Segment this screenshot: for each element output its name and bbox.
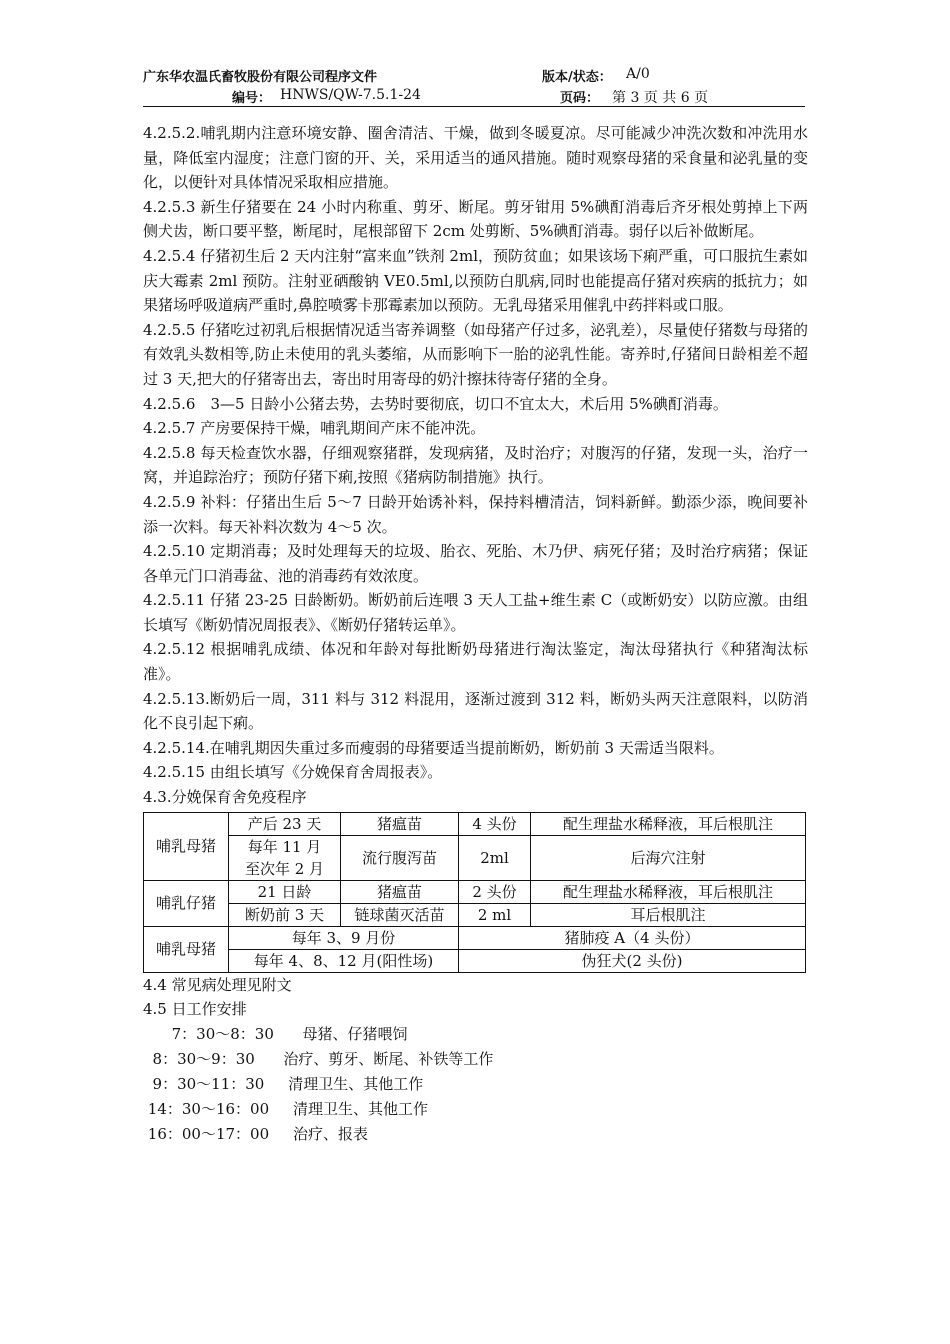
schedule-time: 14：30～16：00 (147, 1099, 270, 1118)
section-heading: 4.3.分娩保育舍免疫程序 (143, 788, 307, 807)
document-header (0, 0, 950, 110)
table-cell: 配生理盐水稀释液，耳后根肌注 (531, 812, 806, 835)
table-cell: 后海穴注射 (531, 835, 806, 880)
table-cell: 2ml (459, 835, 531, 880)
version-value: A/0 (626, 66, 650, 82)
schedule-time: 7：30～8：30 (171, 1024, 274, 1043)
schedule-time: 8：30～9：30 (152, 1049, 255, 1068)
paragraph: 4.2.5.5 仔猪吃过初乳后根据情况适当寄养调整（如母猪产仔过多，泌乳差），尽量使仔猪数与母猪的有效乳头数相等,防止未使用的乳头萎缩，从而影响下一胎的泌乳性能。寄养时,仔猪间日龄相差不超过 3 天,把大的仔猪寄出去，寄出时用寄母的奶汁擦抹待寄仔猪的全身。 (143, 320, 808, 388)
company-name: 广东华农温氏畜牧股份有限公司程序文件 (143, 70, 378, 85)
paragraph: 4.2.5.3 新生仔猪要在 24 小时内称重、剪牙、断尾。剪牙钳用 5%碘酊消毒后齐牙根处剪掉上下两侧犬齿，断口要平整，断尾时，尾根部留下 2cm 处剪断、5%碘酊消毒。弱仔以后补做断尾。 (143, 197, 808, 241)
table-cell: 猪瘟苗 (341, 880, 459, 903)
schedule-item (143, 1022, 808, 1047)
table-cell: 4 头份 (459, 812, 531, 835)
table-cell: 2 ml (459, 903, 531, 926)
section-heading: 4.4 常见病处理见附文 (143, 975, 292, 994)
header-rule (143, 106, 805, 107)
table-cell: 猪肺疫 A（4 头份） (459, 926, 806, 949)
paragraph: 4.2.5.4 仔猪初生后 2 天内注射“富来血”铁剂 2ml，预防贫血；如果该场下痢严重，可口服抗生素如庆大霉素 2ml 预防。注射亚硒酸钠 VE0.5ml,以预防白肌病,同时也能提高仔猪对疾病的抵抗力；如果猪场呼吸道病严重时,鼻腔喷雾卡那霉素加以预防。无乳母猪采用催乳中药拌料或口服。 (143, 246, 808, 315)
schedule-item (143, 1122, 808, 1147)
paragraph: 4.2.5.14.在哺乳期因失重过多而瘦弱的母猪要适当提前断奶，断奶前 3 天需适当限料。 (143, 738, 724, 757)
code-value: HNWS/QW-7.5.1-24 (280, 87, 421, 103)
paragraph: 4.2.5.13.断奶后一周，311 料与 312 料混用，逐渐过渡到 312 料，断奶头两天注意限料，以防消化不良引起下痢。 (143, 689, 808, 733)
table-row (144, 903, 806, 926)
paragraph: 4.2.5.15 由组长填写《分娩保育舍周报表》。 (143, 763, 443, 782)
version-label: 版本/状态： (542, 70, 612, 85)
daily-schedule (143, 1022, 808, 1147)
table-cell: 每年 4、8、12 月(阳性场) (229, 949, 459, 972)
paragraph: 4.2.5.12 根据哺乳成绩、体况和年龄对每批断奶母猪进行淘汰鉴定，淘汰母猪执行《种猪淘汰标准》。 (143, 640, 808, 684)
table-cell: 每年 3、9 月份 (229, 926, 459, 949)
schedule-time: 16：00～17：00 (147, 1124, 270, 1143)
table-cell: 产后 23 天 (229, 812, 341, 835)
paragraph: 4.2.5.7 产房要保持干燥，哺乳期间产床不能冲洗。 (143, 419, 486, 438)
table-row (144, 812, 806, 835)
schedule-task: 治疗、剪牙、断尾、补铁等工作 (283, 1049, 494, 1068)
schedule-item (143, 1072, 808, 1097)
table-cell: 断奶前 3 天 (229, 903, 341, 926)
table-cell: 伪狂犬(2 头份) (459, 949, 806, 972)
table-row (144, 835, 806, 880)
schedule-task: 清理卫生、其他工作 (292, 1099, 428, 1118)
table-row (144, 880, 806, 903)
paragraph: 4.2.5.11 仔猪 23-25 日龄断奶。断奶前后连喂 3 天人工盐+维生素 C（或断奶安）以防应激。由组长填写《断奶情况周报表》、《断奶仔猪转运单》。 (143, 591, 808, 634)
paragraph: 4.2.5.6 3—5 日龄小公猪去势，去势时要彻底，切口不宜太大，术后用 5%碘酊消毒。 (143, 394, 728, 413)
document-body (143, 121, 808, 1147)
table-cell: 哺乳仔猪 (144, 880, 229, 926)
schedule-item (143, 1097, 808, 1122)
table-cell: 21 日龄 (229, 880, 341, 903)
table-row (144, 949, 806, 972)
paragraph: 4.2.5.9 补料：仔猪出生后 5～7 日龄开始诱补料，保持料槽清洁，饲料新鲜。勤添少添，晚间要补添一次料。每天补料次数为 4～5 次。 (143, 492, 808, 536)
page-value: 第 3 页 共 6 页 (612, 90, 709, 106)
schedule-time: 9：30～11：30 (152, 1074, 265, 1093)
schedule-item (143, 1047, 808, 1072)
table-cell (229, 835, 341, 880)
table-cell: 猪瘟苗 (341, 812, 459, 835)
table-cell: 耳后根肌注 (531, 903, 806, 926)
cell-line: 每年 11 月 (247, 837, 322, 856)
paragraph: 4.2.5.8 每天检查饮水器，仔细观察猪群，发现病猪，及时治疗；对腹泻的仔猪，发现一头，治疗一窝，并追踪治疗；预防仔猪下痢,按照《猪病防制措施》执行。 (143, 443, 808, 487)
table-cell: 链球菌灭活苗 (341, 903, 459, 926)
table-cell: 哺乳母猪 (144, 812, 229, 880)
table-row (144, 926, 806, 949)
schedule-task: 治疗、报表 (292, 1124, 368, 1143)
table-cell: 流行腹泻苗 (341, 835, 459, 880)
table-cell: 哺乳母猪 (144, 926, 229, 972)
section-heading: 4.5 日工作安排 (143, 1000, 247, 1019)
paragraph: 4.2.5.2.哺乳期内注意环境安静、圈舍清洁、干燥，做到冬暖夏凉。尽可能减少冲洗次数和冲洗用水量，降低室内湿度；注意门窗的开、关，采用适当的通风措施。随时观察母猪的采食量和泌乳量的变化，以便针对具体情况采取相应措施。 (143, 124, 808, 192)
schedule-task: 清理卫生、其他工作 (288, 1074, 424, 1093)
table-cell: 2 头份 (459, 880, 531, 903)
page-label: 页码： (560, 91, 600, 106)
immunization-table (143, 812, 806, 973)
table-cell: 配生理盐水稀释液，耳后根肌注 (531, 880, 806, 903)
paragraph: 4.2.5.10 定期消毒；及时处理每天的垃圾、胎衣、死胎、木乃伊、病死仔猪；及时治疗病猪；保证各单元门口消毒盆、池的消毒药有效浓度。 (143, 542, 808, 585)
cell-line: 至次年 2 月 (244, 859, 325, 878)
code-label: 编号： (232, 91, 272, 106)
schedule-task: 母猪、仔猪喂饲 (302, 1024, 408, 1043)
